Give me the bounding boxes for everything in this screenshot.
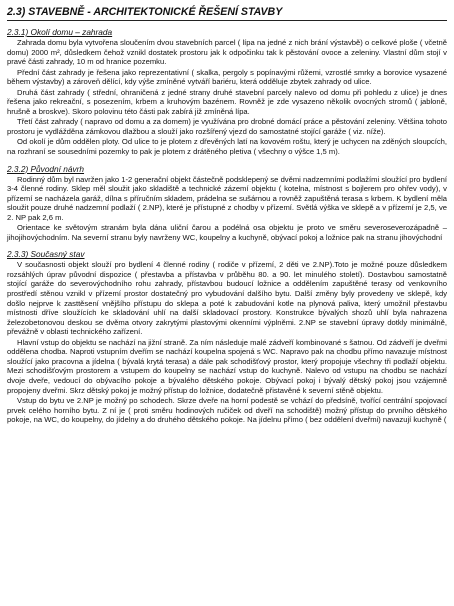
section-title-current-state: 2.3.3) Současný stav [7,249,85,260]
paragraph: Druhá část zahrady ( střední, ohraničená z jedné strany druhé stavební parcely nalevo od domu při pohledu z ulice) je dnes řešena jako rekreační, s posezením, krbem a kruhovým bazénem. Rovněž je zde vysazeno několik ovocných stromů ( jabloně, hrušně a broskve). Skoro polovinu této části pak zabírá již zmíněná lípa. [7,87,447,116]
page-heading: 2.3) STAVEBNĚ - ARCHITEKTONICKÉ ŘEŠENÍ STAVBY [7,6,447,21]
document-page [7,6,447,425]
paragraph: Orientace ke světovým stranám byla dána uliční čarou a podélná osa objektu je proto ve směru severoseverozápadně – jihojihovýchodním. Na severní stranu byly navrženy WC, koupelny a kuchyně, obývací pokoj a ložnice pak na stranu jihovýchodní [7,223,447,242]
paragraph: Rodinný dům byl navržen jako 1-2 generační objekt částečně podsklepený se dvěmi nadzemními podlažími sloužící pro bydlení 3-4 členné rodiny. Sklep měl sloužit jako skladiště a technické zázemí objektu ( kotelna, místnost s bojlerem pro ohřev vody), v přízemí se nacházela garáž, dílna s příručním skladem, prádelna se sušárnou a rovněž zapuštěná terasa s krbem. K bydlení měla sloužit pouze druhé nadzemní podlaží ( 2.NP), které je přístupné z chodby v přízemí. Světlá výška ve sklepě a v přízemí je 2,5, ve 2. NP pak 2,6 m. [7,174,447,222]
paragraph: Přední část zahrady je řešena jako reprezentativní ( skalka, pergoly s popínavými růžemi, vzrostlé smrky a borovice vysazené během výstavby) a zároveň dělící, kdy výše zmíněné vytváří bariéru, která odděluje zbytek zahrady od ulice. [7,67,447,87]
paragraph: Třetí část zahrady ( napravo od domu a za domem) je využívána pro drobné domácí práce a pěstování zeleniny. Většina tohoto prostoru je vydlážděna zámkovou dlažbou a slouží jako rozšířený vjezd do samostatné stojící garáže ( viz. níže). [7,117,447,136]
section-title-original-design: 2.3.2) Původní návrh [7,163,85,174]
paragraph: Od okolí je dům oddělen ploty. Od ulice to je plotem z dřevěných latí na kovovém roštu, který je uchycen na zděných sloupcích, na rozhraní se sousedními pozemky to pak je plotem z drátěného pletiva ( všechny o výšce 1,5 m). [7,137,447,157]
section-title-garden: 2.3.1) Okolí domu – zahrada [7,27,113,37]
paragraph: V současnosti objekt slouží pro bydlení 4 členné rodiny ( rodiče v přízemí, 2 děti ve 2.NP).Toto je možné pouze důsledkem rozsáhlých úprav původní dispozice ( přestavba a přístavba v průběhu 80. a 90. let minulého století). Dostavbou samostatně stojící garáže do severovýchodního rohu zahrady, přístavbou budoucí ložnice a oddělením zapuštěné terasy od venkovního prostředí stěnou vznikl v přízemí prostor dostatečný pro vybudování dalšího bytu. Další změny byly provedeny ve sklepě, kdy došlo nejprve k zasttěsení vnějšího přístupu do sklepa a poté k zabudování kotle na plynová paliva, který umožnil přestavbu místnosti dříve sloužících ke skladování uhlí na další skladovací prostory. Konstrukce bývalých shozů uhlí byla nahrazena železobetonovou deskou se dvěma otvory zakrytými plastovými okenními výplněmi. 2.NP se stavební úpravy dotkly minimálně, převážně v oblasti technického zařízení. [7,260,447,337]
paragraph: Zahrada domu byla vytvořena sloučením dvou stavebních parcel ( lípa na jedné z nich brání výstavbě) o celkové ploše ( včetně domu) 2000 m², důsledkem čehož vznikl dostatek prostoru jak k odpočinku tak k pěstování ovoce a zeleniny. Vlastní dům stojí v pravé části zahrady, 10 m od hranice pozemku. [7,38,447,67]
paragraph: Hlavní vstup do objektu se nachází na jižní straně. Za ním následuje malé zádveří kombinované s šatnou. Od zádveří je dveřmi oddělena chodba. Naproti vstupním dveřím se nachází koupelna spojená s WC. Napravo pak na chodbu přímo navazuje místnost sloužící jako pracovna a jídelna ( bývalá krytá terasa) a dále pak schodišťový prostor, který propojuje všechny tři podlaží objektu. Mezi schodišťovým prostorem a vstupem do koupelny se nachází vstup do kuchyně. Nalevo od vstupu na chodbu se nachází dvoje dveře, vedoucí do obývacího pokoje a bývalého dětského pokoje. Obývací pokoj i bývalý dětský pokoj jsou vzájemně propojeny dveřmi. Skrz dětský pokoj je možný přístup do ložnice, dodatečně přistavěné k severní stěně objektu. [7,337,447,395]
paragraph: Vstup do bytu ve 2.NP je možný po schodech. Skrze dveře na horní podestě se vchází do předsíně, tvořící centrální spojovací prvek celého horního bytu. Z ní je ( proti směru hodinových ručiček od dveří na schodiště) možný přístup do prvního dětského pokoje, na WC, do koupelny, do jídelny a do druhého dětského pokoje. Na jídelnu přímo ( bez oddělení dveřmi) navazují kuchyně ( [7,396,447,425]
